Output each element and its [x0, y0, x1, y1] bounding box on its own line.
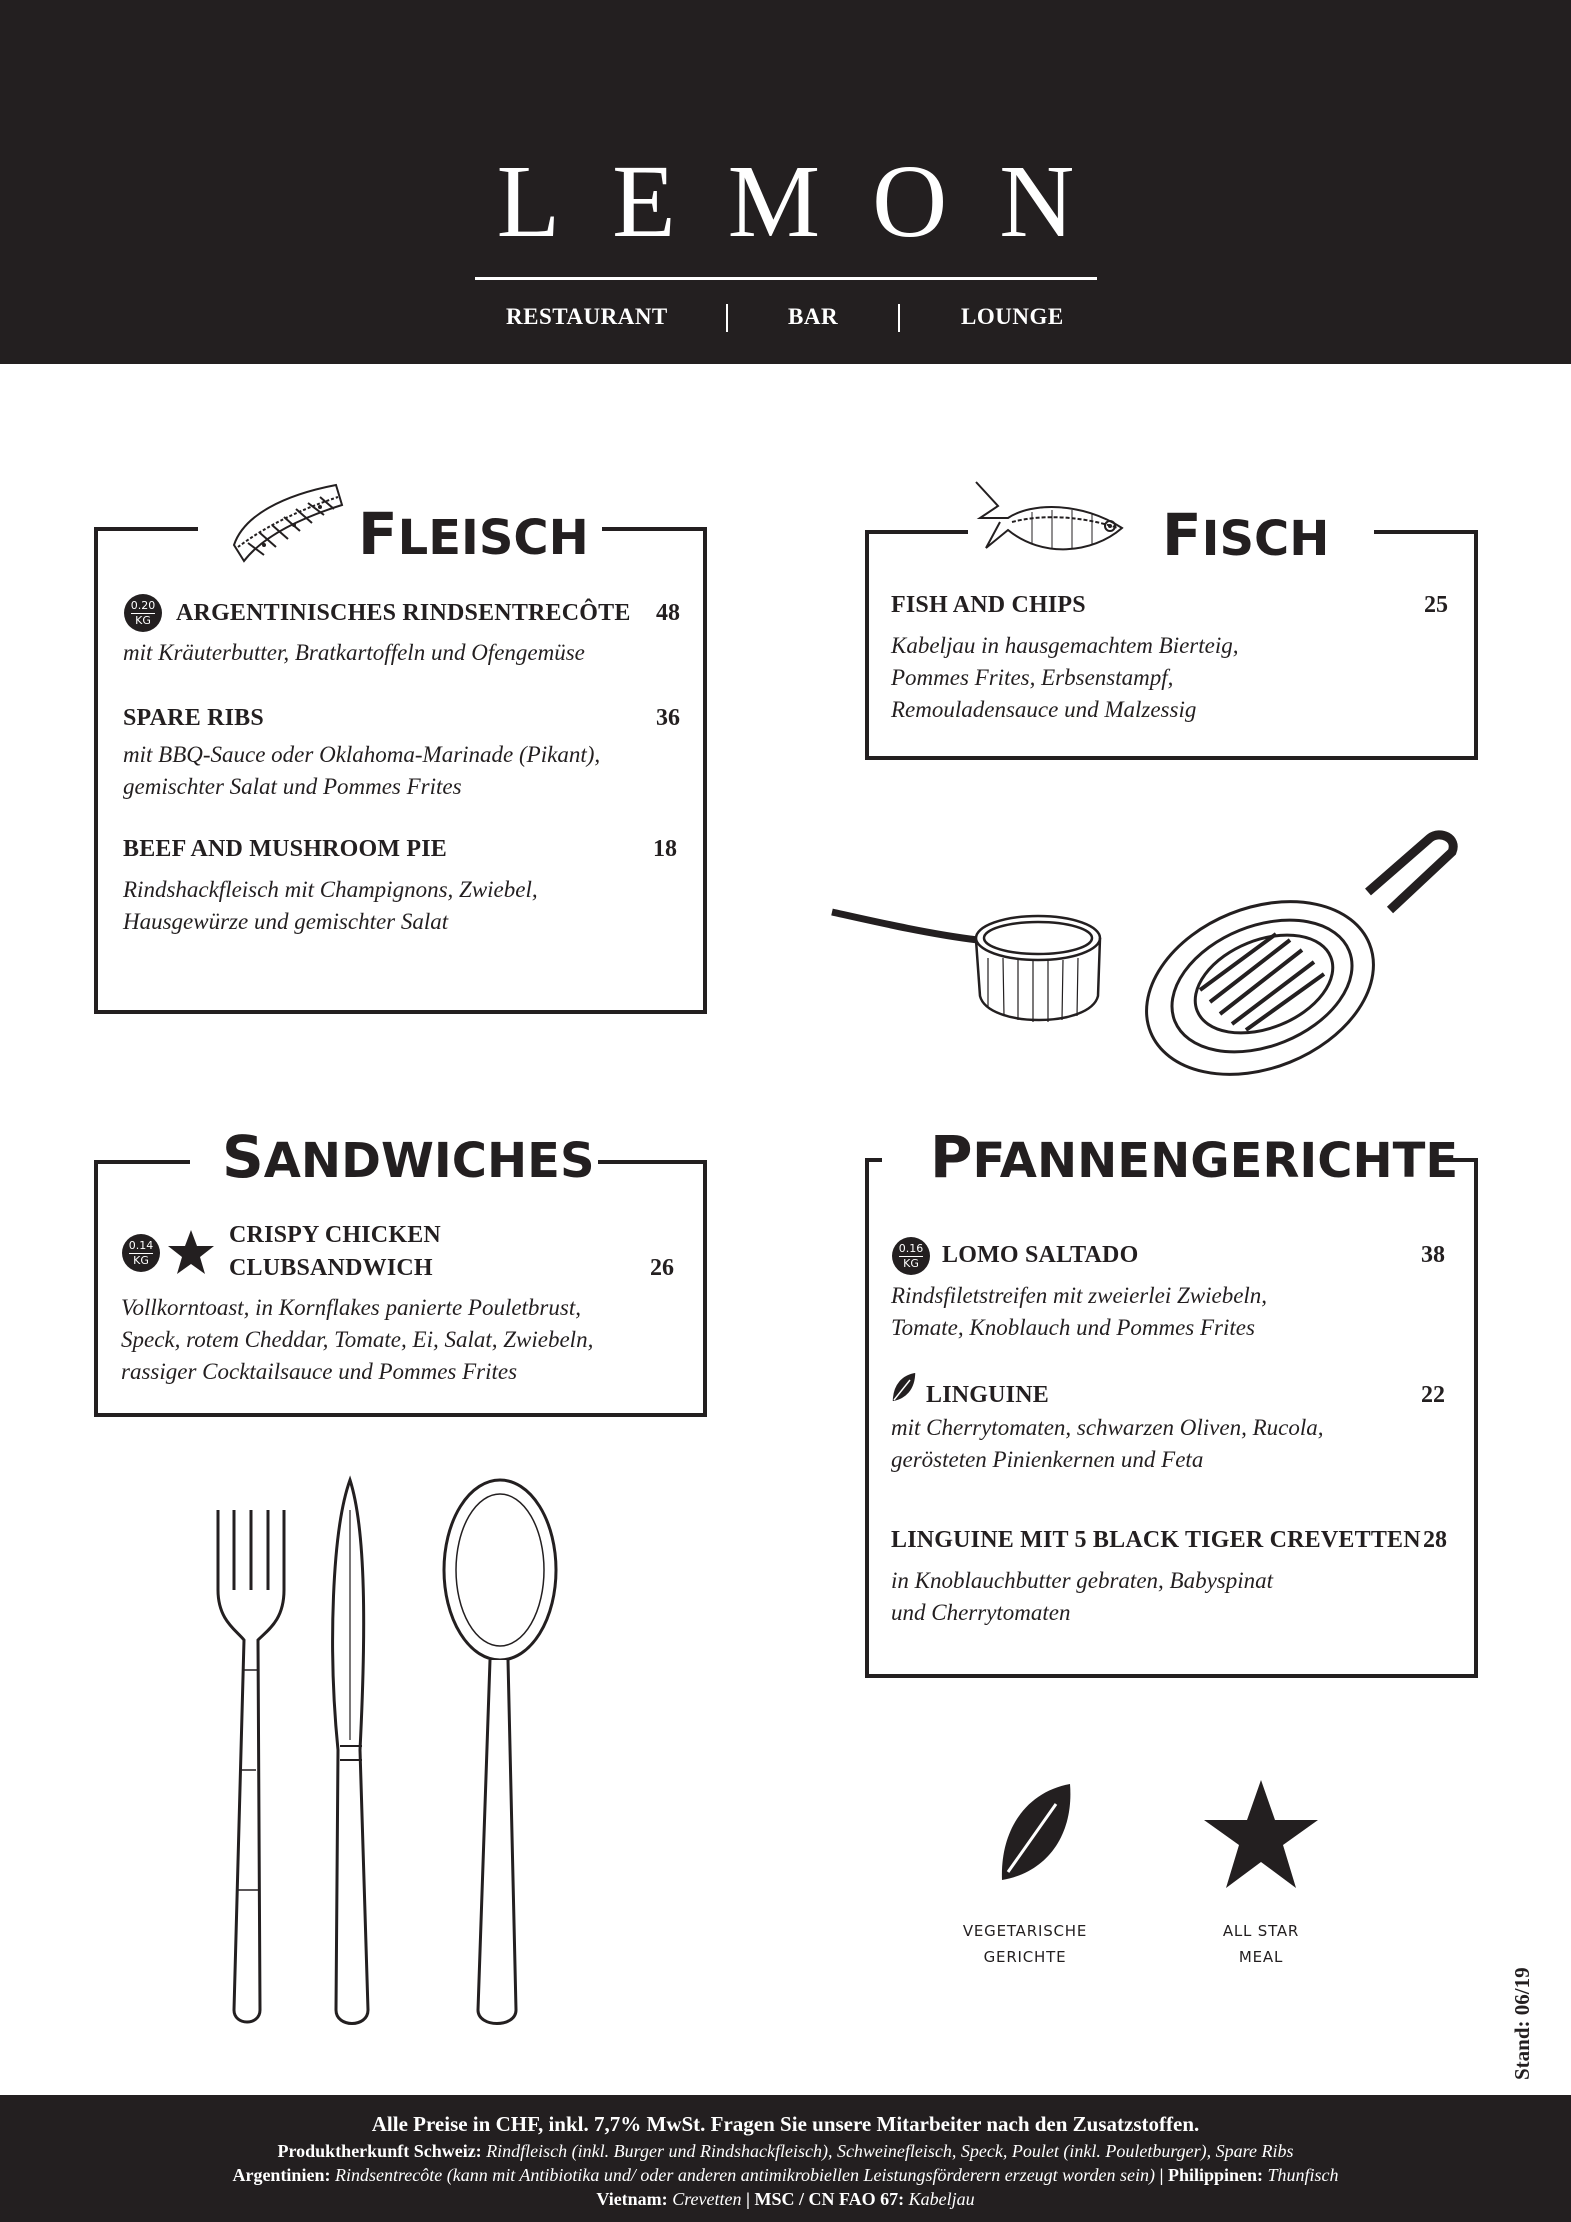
item-name: LINGUINE — [926, 1382, 1049, 1408]
item-name: LINGUINE MIT 5 BLACK TIGER CREVETTEN — [891, 1527, 1421, 1553]
item-description: Kabeljau in hausgemachtem Bierteig, Pommes Frites, Erbsenstampf, Remouladensauce und Malzessig — [891, 633, 1239, 722]
item-name: FISH AND CHIPS — [891, 592, 1086, 618]
footer — [0, 2095, 1571, 2222]
pfannengerichte-title: PFANNENGERICHTE — [882, 1124, 1430, 1190]
item-name: ARGENTINISCHES RINDSENTRECÔTE — [176, 600, 631, 626]
fleisch-title: FLEISCH — [198, 497, 602, 567]
item-price: 26 — [650, 1255, 674, 1281]
item-description: mit BBQ-Sauce oder Oklahoma-Marinade (Pikant), gemischter Salat und Pommes Frites — [123, 742, 601, 799]
tagline-bar: BAR — [788, 304, 839, 329]
weight-badge: 0.14 KG — [122, 1234, 160, 1272]
item-description: Vollkorntoast, in Kornflakes panierte Pouletbrust, Speck, rotem Cheddar, Tomate, Ei, Salat, Zwiebeln, rassiger Cocktailsauce und Pommes Frites — [121, 1295, 594, 1384]
item-price: 22 — [1421, 1382, 1445, 1408]
item-description: mit Kräuterbutter, Bratkartoffeln und Ofengemüse — [123, 640, 585, 665]
header — [0, 0, 1571, 364]
leaf-icon — [996, 1780, 1076, 1884]
tagline-separator — [898, 304, 900, 332]
stand-date: Stand: 06/19 — [1510, 1967, 1534, 2080]
footer-origin-vietnam: Vietnam: Crevetten | MSC / CN FAO 67: Kabeljau — [596, 2189, 975, 2209]
item-name: BEEF AND MUSHROOM PIE — [123, 836, 447, 862]
item-price: 18 — [653, 836, 677, 862]
logo: LEMON — [496, 144, 1127, 259]
tagline-lounge: LOUNGE — [961, 304, 1064, 329]
item-description: in Knoblauchbutter gebraten, Babyspinat und Cherrytomaten — [891, 1568, 1274, 1625]
item-description: Rindshackfleisch mit Champignons, Zwiebel, Hausgewürze und gemischter Salat — [123, 877, 538, 934]
legend-all-star: ALL STAR MEAL — [1222, 1922, 1300, 1966]
item-name: LOMO SALTADO — [942, 1242, 1139, 1268]
saucepan-illustration — [828, 898, 1108, 1038]
tagline-separator — [726, 304, 728, 332]
item-price: 28 — [1423, 1527, 1447, 1553]
weight-badge: 0.20 KG — [124, 594, 162, 632]
star-icon — [166, 1228, 216, 1276]
item-price: 48 — [656, 600, 680, 626]
item-name: CRISPY CHICKEN — [229, 1222, 441, 1248]
leaf-icon — [890, 1370, 918, 1404]
legend-vegetarian: VEGETARISCHE GERICHTE — [962, 1922, 1088, 1966]
footer-origin-switzerland: Produktherkunft Schweiz: Rindfleisch (inkl. Burger und Rindshackfleisch), Schweinefleisch, Speck, Poulet (inkl. Pouletburger), Spare Ribs — [277, 2141, 1294, 2161]
item-price: 36 — [656, 705, 680, 731]
grill-pan-illustration — [1140, 830, 1470, 1076]
cutlery-illustration — [200, 1470, 620, 2040]
tagline-restaurant: RESTAURANT — [506, 304, 668, 329]
footer-price-note: Alle Preise in CHF, inkl. 7,7% MwSt. Fragen Sie unsere Mitarbeiter nach den Zusatzstoffen. — [371, 2112, 1200, 2136]
item-description: mit Cherrytomaten, schwarzen Oliven, Rucola, gerösteten Pinienkernen und Feta — [891, 1415, 1324, 1472]
item-price: 38 — [1421, 1242, 1445, 1268]
logo-rule — [475, 277, 1097, 280]
star-icon — [1202, 1778, 1320, 1892]
item-name: SPARE RIBS — [123, 705, 264, 731]
weight-badge: 0.16 KG — [892, 1237, 930, 1275]
item-price: 25 — [1424, 592, 1448, 618]
footer-origin-argentina: Argentinien: Rindsentrecôte (kann mit Antibiotika und/ oder anderen antimikrobiellen Leistungsförderern erzeugt worden sein) | Philippinen: Thunfisch — [232, 2165, 1339, 2185]
fisch-title: FISCH — [968, 478, 1374, 568]
fish-illustration — [972, 478, 1138, 564]
sandwiches-title: SANDWICHES — [190, 1124, 598, 1190]
item-name: CLUBSANDWICH — [229, 1255, 433, 1281]
item-description: Rindsfiletstreifen mit zweierlei Zwiebeln, Tomate, Knoblauch und Pommes Frites — [891, 1283, 1268, 1340]
ribs-illustration — [224, 475, 348, 565]
